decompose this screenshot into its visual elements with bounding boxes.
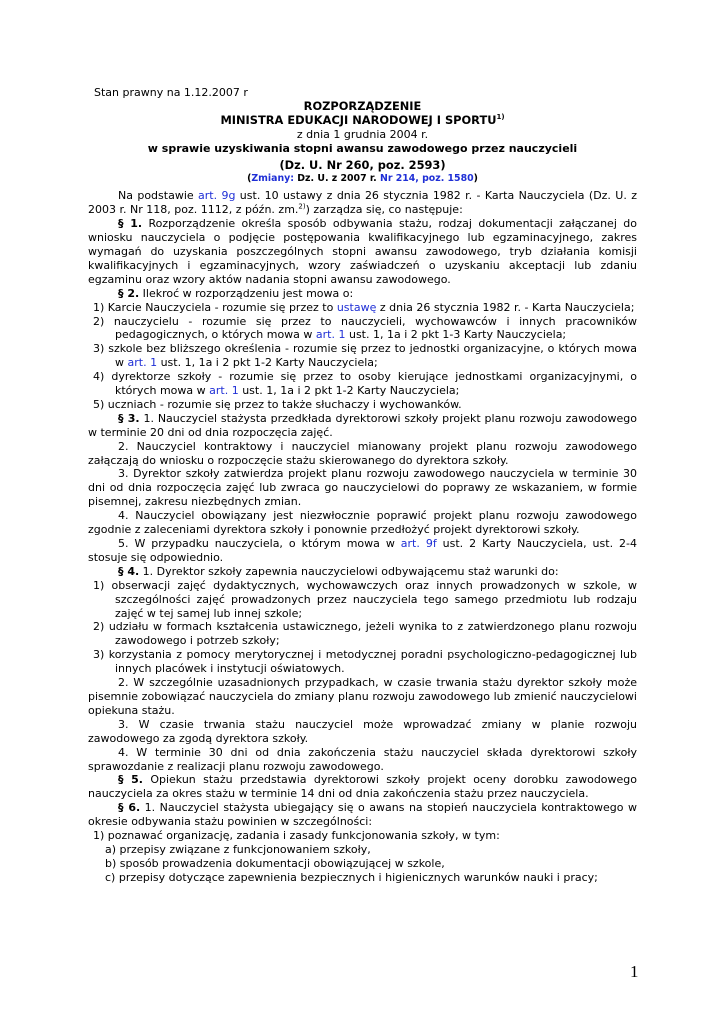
list-item: 2) nauczycielu - rozumie się przez to nauczycieli, wychowawców i innych pracowników pedagogicznych, o których mowa w art. 1 ust. 1, 1a i 2 pkt 1-3 Karty Nauczyciela; <box>93 314 637 342</box>
section-5: § 5. Opiekun stażu przedstawia dyrektorowi szkoły projekt oceny dorobku zawodowego nauczyciela za okres stażu w terminie 14 dni od dnia zakończenia stażu przez nauczyciela. <box>88 773 638 801</box>
list-item: 1) poznawać organizację, zadania i zasady funkcjonowania szkoły, w tym: <box>93 829 500 843</box>
section-mark: § 3. <box>118 411 140 425</box>
intro-paragraph: Na podstawie art. 9g ust. 10 ustawy z dnia 26 stycznia 1982 r. - Karta Nauczyciela (Dz. U. z 2003 r. Nr 118, poz. 1112, z późn. zm.$^{2)}$) zarządza się, co następuje: <box>88 189 637 217</box>
document-date: z dnia 1 grudnia 2004 r. <box>296 127 429 141</box>
paragraph: 4. W terminie 30 dni od dnia zakończenia stażu nauczyciel składa dyrektorowi szkoły sprawozdanie z realizacji planu rozwoju zawodowego. <box>88 745 637 773</box>
list-item: 1) Karcie Nauczyciela - rozumie się przez to ustawę z dnia 26 stycznia 1982 r. - Karta Nauczyciela; <box>93 300 635 314</box>
legal-status: Stan prawny na 1.12.2007 r <box>94 86 248 99</box>
paragraph: 3. W czasie trwania stażu nauczyciel może wprowadzać zmiany w planie rozwoju zawodowego za zgodą dyrektora szkoły. <box>88 717 637 745</box>
amendments-line: (Zmiany: Dz. U. z 2007 r. Nr 214, poz. 1580) <box>247 173 478 185</box>
sub-list-item: b) sposób prowadzenia dokumentacji obowiązującej w szkole, <box>105 856 445 870</box>
paragraph: 2. W szczególnie uzasadnionych przypadkach, w czasie trwania stażu dyrektor szkoły może pisemnie zobowiązać nauczyciela do zmiany planu rozwoju zawodowego lub zmienić nauczycielowi opiekuna stażu. <box>88 676 637 717</box>
link-art-9f[interactable]: art. 9f <box>400 537 437 550</box>
title-line-1: ROZPORZĄDZENIE <box>303 98 422 113</box>
list-item: 1) obserwacji zajęć dydaktycznych, wychowawczych oraz innych prowadzonych w szkole, w szczególności zajęć prowadzonych przez nauczyciela tego samego przedmiotu lub rodzaju zajęć w tej samej lub innej szkole; <box>93 578 637 620</box>
section-mark: § 1. <box>118 217 143 231</box>
section-mark: § 4. <box>118 564 140 578</box>
list-item: 3) szkole bez bliższego określenia - rozumie się przez to jednostki organizacyjne, o których mowa w art. 1 ust. 1, 1a i 2 pkt 1-2 Karty Nauczyciela; <box>93 342 637 370</box>
link-art-1[interactable]: art. 1 <box>209 384 239 398</box>
list-item: 3) korzystania z pomocy merytorycznej i metodycznej poradni psychologiczno-pedagogicznej lub innych placówek i instytucji oświatowych. <box>93 648 637 676</box>
page-number: 1 <box>630 962 639 981</box>
document-subject: w sprawie uzyskiwania stopni awansu zawodowego przez nauczycieli <box>147 141 578 155</box>
link-ustawa[interactable]: ustawę <box>336 300 377 314</box>
list-item: 5) uczniach - rozumie się przez to także słuchaczy i wychowanków. <box>93 397 462 411</box>
document-page <box>88 86 637 885</box>
amendment-link[interactable]: Nr 214, poz. 1580 <box>379 173 474 185</box>
paragraph: 3. Dyrektor szkoły zatwierdza projekt planu rozwoju zawodowego nauczyciela w terminie 30 dni od dnia rozpoczęcia zajęć lub zwraca go nauczycielowi do poprawy ze wskazaniem, w formie pisemnej, zakresu niezbędnych zmian. <box>88 467 637 509</box>
paragraph: 4. Nauczyciel obowiązany jest niezwłocznie poprawić projekt planu rozwoju zawodowego zgodnie z zaleceniami dyrektora szkoły i ponownie przedłożyć projekt dyrektorowi szkoły. <box>88 509 637 537</box>
sub-list-item: a) przepisy związane z funkcjonowaniem szkoły, <box>105 842 371 856</box>
paragraph: 2. Nauczyciel kontraktowy i nauczyciel mianowany projekt planu rozwoju zawodowego załączają do wniosku o rozpoczęcie stażu skierowanego do dyrektora szkoły. <box>88 439 637 467</box>
section-2: § 2. Ilekroć w rozporządzeniu jest mowa o: <box>118 286 354 300</box>
section-1: § 1. Rozporządzenie określa sposób odbywania stażu, rodzaj dokumentacji załączanej do wniosku nauczyciela o podjęcie postępowania kwalifikacyjnego lub egzaminacyjnego, zakres wymagań do uzyskania poszczególnych stopni awansu zawodowego, tryb działania komisji kwalifikacyjnych i egzaminacyjnych, wzory zaświadczeń o uzyskaniu akceptacji lub zdaniu egzaminu oraz wzory aktów nadania stopni awansu zawodowego. <box>88 217 637 286</box>
footnote-ref-1: 1) <box>496 113 505 122</box>
list-item: 4) dyrektorze szkoły - rozumie się przez to osoby kierujące jednostkami organizacyjnymi, o których mowa w art. 1 ust. 1, 1a i 2 pkt 1-2 Karty Nauczyciela; <box>93 370 637 398</box>
sub-list-item: c) przepisy dotyczące zapewnienia bezpiecznych i higienicznych warunków nauki i pracy; <box>105 870 598 884</box>
title-line-2 <box>88 114 637 128</box>
section-3: § 3. 1. Nauczyciel stażysta przedkłada dyrektorowi szkoły projekt planu rozwoju zawodowego w terminie 20 dni od dnia rozpoczęcia zajęć. <box>88 411 638 439</box>
title-ministry: MINISTRA EDUKACJI NARODOWEJ I SPORTU <box>220 112 497 127</box>
journal-reference: (Dz. U. Nr 260, poz. 2593) <box>279 157 446 172</box>
list-item: 2) udziału w formach kształcenia ustawicznego, jeżeli wynika to z zatwierdzonego planu rozwoju zawodowego i potrzeb szkoły; <box>93 620 637 648</box>
section-4: § 4. 1. Dyrektor szkoły zapewnia nauczycielowi odbywającemu staż warunki do: <box>118 564 559 578</box>
section-mark: § 6. <box>118 801 141 815</box>
section-6: § 6. 1. Nauczyciel stażysta ubiegający się o awans na stopień nauczyciela kontraktowego w okresie odbywania stażu powinien w szczególności: <box>88 801 637 829</box>
link-art-1[interactable]: art. 1 <box>315 328 346 342</box>
section-mark: § 2. <box>118 286 140 300</box>
section-mark: § 5. <box>118 773 143 787</box>
footnote-ref-2: 2) <box>298 202 306 211</box>
amendments-label: Zmiany: <box>251 173 295 185</box>
paragraph: 5. W przypadku nauczyciela, o którym mowa w art. 9f ust. 2 Karty Nauczyciela, ust. 2-4 stosuje się odpowiednio. <box>88 537 637 564</box>
link-art-1[interactable]: art. 1 <box>127 356 158 370</box>
link-art-9g[interactable]: art. 9g <box>198 189 236 203</box>
